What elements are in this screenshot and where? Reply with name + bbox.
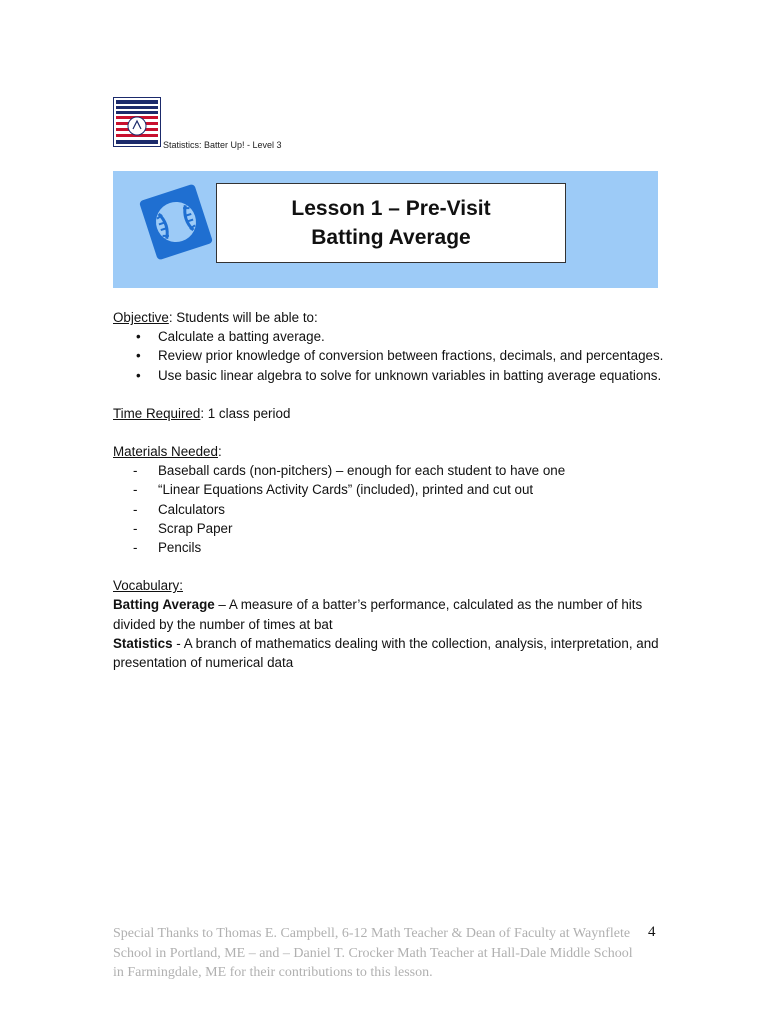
lesson-title: Lesson 1 – Pre-Visit	[291, 197, 491, 220]
objective-intro: : Students will be able to:	[168, 310, 318, 325]
list-item: • Use basic linear algebra to solve for unknown variables in batting average equations.	[113, 366, 673, 385]
materials-label: Materials Needed	[113, 444, 218, 460]
vocab-term: Batting Average	[113, 597, 215, 613]
list-item: - Baseball cards (non-pitchers) – enough for each student to have one	[113, 461, 673, 480]
header-caption: Statistics: Batter Up! - Level 3	[163, 140, 282, 150]
lesson-content	[113, 308, 673, 672]
objective-heading	[113, 308, 673, 327]
footer-credits: Special Thanks to Thomas E. Campbell, 6-12 Math Teacher & Dean of Faculty at Waynflete School in Portland, ME – and – Daniel T. Crocker Math Teacher at Hall-Dale Middle School in Farmingdale, ME for their contributions to this lesson.	[113, 926, 633, 980]
hall-of-fame-logo	[113, 97, 161, 147]
objective-label: Objective	[113, 310, 169, 325]
page-number: 4	[648, 924, 656, 940]
vocab-definition: – A measure of a batter’s performance, calculated as the number of hits divided by the number of times at bat	[113, 597, 643, 632]
list-item: • Calculate a batting average.	[113, 327, 673, 346]
list-item: - Pencils	[113, 538, 673, 557]
list-item: - Calculators	[113, 500, 673, 519]
materials-heading	[113, 442, 673, 461]
lesson-banner	[113, 171, 658, 288]
list-item: - “Linear Equations Activity Cards” (included), printed and cut out	[113, 480, 673, 499]
vocab-term: Statistics	[113, 635, 173, 651]
materials-list	[113, 461, 673, 557]
lesson-title-box	[216, 183, 566, 263]
vocab-term-statistics	[113, 634, 673, 672]
list-item: • Review prior knowledge of conversion between fractions, decimals, and percentages.	[113, 346, 673, 365]
objective-list	[113, 327, 673, 385]
baseball-icon	[135, 181, 217, 263]
time-required	[113, 404, 673, 423]
time-required-label: Time Required	[113, 405, 201, 421]
materials-suffix: :	[217, 444, 222, 460]
vocab-definition: - A branch of mathematics dealing with the collection, analysis, interpretation, and presentation of numerical data	[113, 635, 659, 671]
vocab-term-batting-average	[113, 595, 673, 633]
list-item: - Scrap Paper	[113, 519, 673, 538]
vocabulary-heading: Vocabulary:	[113, 578, 183, 594]
lesson-subtitle: Batting Average	[311, 226, 471, 249]
time-required-value: : 1 class period	[200, 405, 291, 421]
